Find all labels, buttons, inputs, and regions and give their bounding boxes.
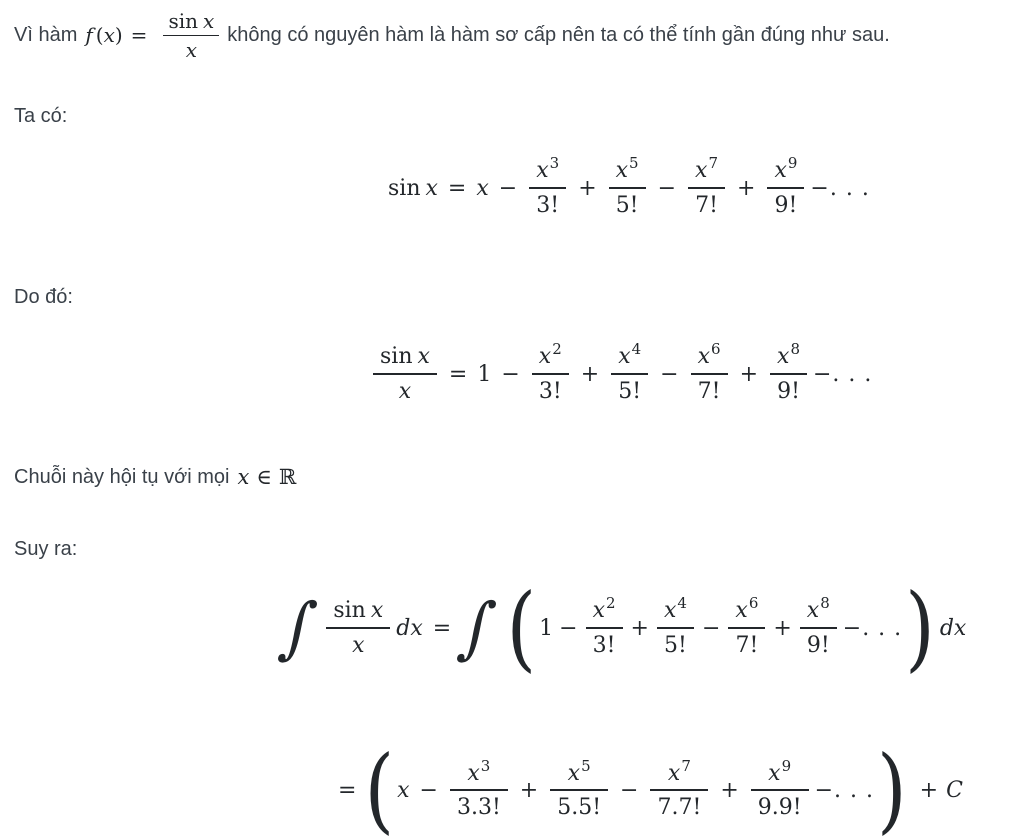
dx-differential: dx [939,615,967,641]
rparen: ) [114,23,123,47]
f-symbol: f [85,23,93,47]
fraction-x4-5f: $\frac{x^4}{5!}$ [611,344,648,404]
plus-sign: + [630,615,649,641]
plus-sign: + [737,175,756,201]
plus-sign: + [919,778,939,803]
fraction-x4-5f: $\frac{x^4}{5!}$ [657,598,694,658]
ellipsis: −. . . [842,615,903,641]
lparen: ( [95,23,104,47]
intro-text-after: không có nguyên hàm là hàm sơ cấp nên ta có thể tính gần đúng như sau. [227,23,890,46]
fraction-x5-5f: $\frac{x^5}{5!}$ [609,158,646,218]
fraction-x2-3f: $\frac{x^2}{3!}$ [586,598,623,658]
fraction-x5-55f: $\frac{x^5}{5.5!}$ [550,761,608,821]
plus-sign: + [519,778,539,803]
fraction-x9-99f: $\frac{x^9}{9.9!}$ [751,761,809,821]
fraction-x3-3f: $\frac{x^3}{3!}$ [529,158,566,218]
fraction-x9-9f: $\frac{x^9}{9!}$ [767,158,804,218]
minus-sign: − [498,175,518,201]
plus-sign: + [739,361,759,387]
eq1-lhs: sin x [388,175,438,201]
plus-sign: + [578,175,597,201]
inline-fraction-sinx-x [163,10,219,61]
minus-sign: − [559,615,578,641]
fraction-x3-33f: $\frac{x^3}{3.3!}$ [450,761,508,821]
label-suy-ra: Suy ra: [14,538,78,560]
equation-result [338,735,963,840]
dx-differential: dx [396,615,423,641]
fraction-sinx-x: $\frac{\text{sin x}}{x}$ [373,344,437,404]
minus-sign: − [620,778,639,803]
right-paren: ) [905,572,935,682]
eq4-first-term: x [397,778,410,803]
minus-sign: − [701,615,721,641]
convergence-text: Chuỗi này hội tụ với mọi [14,465,230,488]
integral-sign: ∫ [454,588,501,667]
integral-sign: ∫ [275,588,322,667]
fraction-x8-9f: $\frac{x^8}{9!}$ [800,598,837,658]
fraction-x7-77f: $\frac{x^7}{7.7!}$ [650,761,708,821]
equation-sinx-over-x-series [371,334,872,414]
minus-sign: − [501,361,520,387]
minus-sign: − [660,361,679,387]
x-symbol: x [237,465,250,489]
plus-sign: + [580,361,600,387]
equals-sign: = [338,778,357,803]
ellipsis: −. . . [814,778,874,803]
intro-fx [85,10,219,61]
plus-sign: + [720,778,739,803]
fraction-x7-7f: $\frac{x^7}{7!}$ [688,158,725,218]
constant-C: C [946,778,963,803]
ellipsis: −. . . [812,361,873,387]
fraction-x6-7f: $\frac{x^6}{7!}$ [691,344,728,404]
equals-sign: = [448,361,468,387]
real-numbers-symbol: ℝ [278,465,297,489]
fraction-sinx-x: $\frac{\text{sin x}}{x}$ [326,598,390,658]
ellipsis: −. . . [810,175,870,201]
equals-sign: = [130,23,148,47]
eq1-first-term: x [476,175,489,201]
equation-sinx-series [388,148,870,228]
equals-sign: = [432,615,452,641]
equation-integral-series [275,572,967,682]
fraction-denominator: x [163,35,219,61]
intro-text-before: Vì hàm [14,23,78,46]
fraction-x6-7f: $\frac{x^6}{7!}$ [728,598,765,658]
equals-sign: = [447,175,467,201]
fraction-x8-9f: $\frac{x^8}{9!}$ [770,344,807,404]
label-do-do: Do đó: [14,286,73,308]
x-symbol: x [103,23,115,47]
label-ta-co: Ta có: [14,105,68,127]
fraction-x2-3f: $\frac{x^2}{3!}$ [532,344,569,404]
fraction-numerator: sin x [168,8,215,33]
eq3-first-term: 1 [539,615,554,641]
element-of-symbol: ∈ [256,465,272,489]
convergence-statement [14,465,296,489]
minus-sign: − [657,175,677,201]
minus-sign: − [419,778,438,803]
left-paren: ( [364,735,395,840]
intro-paragraph [14,5,890,65]
right-paren: ) [876,735,907,840]
eq2-first-term: 1 [477,361,492,387]
left-paren: ( [506,572,537,682]
plus-sign: + [773,615,792,641]
